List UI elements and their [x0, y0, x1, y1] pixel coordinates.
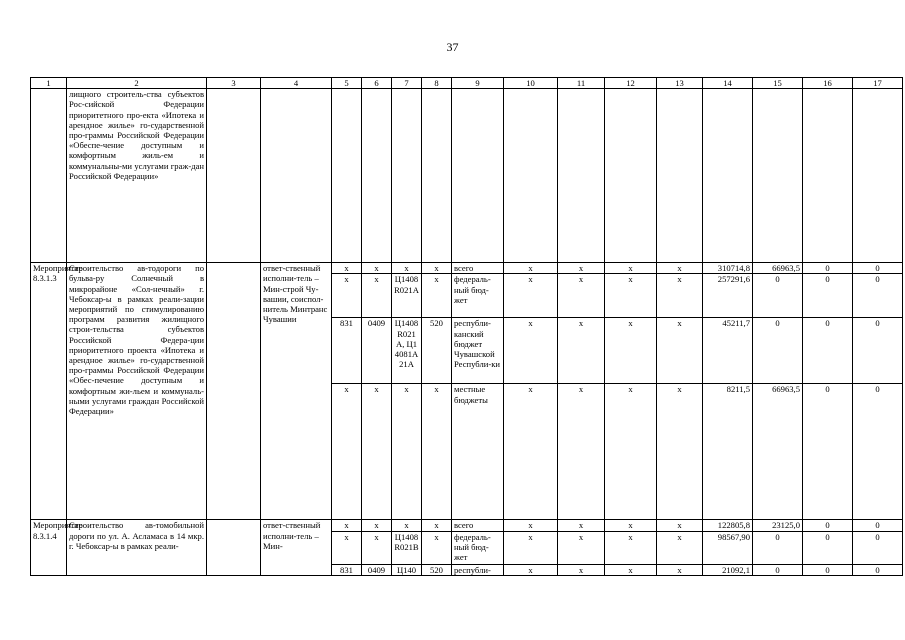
header-cell: 14	[703, 78, 753, 89]
measure-executor: ответ-ственный исполни-тель – Мин-	[261, 520, 332, 575]
table-cell: 0	[853, 318, 903, 384]
table-cell: x	[332, 274, 362, 318]
table-cell: Ц1408R021А, Ц14081А21А	[392, 318, 422, 384]
table-cell: x	[332, 520, 362, 531]
table-cell: 831	[332, 318, 362, 384]
table-cell: x	[422, 531, 452, 564]
table-cell: x	[605, 520, 657, 531]
table-cell: 21092,1	[703, 564, 753, 575]
table-cell: x	[657, 274, 703, 318]
table-cell: x	[657, 318, 703, 384]
table-cell: x	[362, 531, 392, 564]
page-number: 37	[446, 40, 459, 54]
table-cell: x	[657, 564, 703, 575]
measure-id: Мероприятие 8.3.1.4	[31, 520, 67, 575]
table-cell: x	[558, 274, 605, 318]
table-row	[31, 520, 903, 531]
header-cell: 12	[605, 78, 657, 89]
table-cell: x	[558, 318, 605, 384]
table-cell: x	[558, 520, 605, 531]
table-cell: 0	[853, 274, 903, 318]
header-cell: 3	[207, 78, 261, 89]
measure-id: Мероприятие 8.3.1.3	[31, 263, 67, 520]
header-cell: 5	[332, 78, 362, 89]
header-cell: 16	[803, 78, 853, 89]
table-cell: x	[392, 263, 422, 274]
table-cell: 0409	[362, 564, 392, 575]
table-cell: 66963,5	[753, 384, 803, 520]
table-cell: x	[657, 520, 703, 531]
table-cell: 45211,7	[703, 318, 753, 384]
table-cell: x	[392, 384, 422, 520]
measure-description: Строительство ав-тодороги по бульва-ру Солнечный в микрорайоне «Сол-нечный» г. Чебоксар-ы в рамках реали-зации мероприятий по стимулированию программ развития жилищного строи-тельства субъектов Российской Федера-ции приоритетного проекта «Ипотека и арендное жилье» го-сударственной про-граммы Российской Федерации «Обес-печение доступным и комфортным жи-льем и коммуналь-ными услугами граждан Российской Федерации»	[67, 263, 207, 520]
table-cell: x	[605, 263, 657, 274]
funding-source: всего	[452, 263, 504, 274]
header-cell: 6	[362, 78, 392, 89]
table-cell: 0	[753, 274, 803, 318]
table-cell: 0	[803, 520, 853, 531]
measure-executor: ответ-ственный исполни-тель – Мин-строй Чу-вашии, соиспол-нитель Минтранс Чувашии	[261, 263, 332, 520]
header-cell: 1	[31, 78, 67, 89]
table-cell: x	[332, 384, 362, 520]
funding-source: всего	[452, 520, 504, 531]
table-cell: x	[605, 531, 657, 564]
table-cell: x	[605, 318, 657, 384]
table-cell: 0	[803, 318, 853, 384]
table-cell: x	[332, 263, 362, 274]
table-cell: x	[362, 274, 392, 318]
table-cell: x	[422, 263, 452, 274]
table-cell: x	[558, 564, 605, 575]
table-cell: 0	[803, 384, 853, 520]
header-cell: 11	[558, 78, 605, 89]
table-cell: x	[504, 531, 558, 564]
table-cell: x	[504, 520, 558, 531]
header-cell: 9	[452, 78, 504, 89]
table-cell: 0	[803, 564, 853, 575]
table-cell: x	[504, 384, 558, 520]
table-cell: x	[422, 384, 452, 520]
header-cell: 4	[261, 78, 332, 89]
funding-source: республи-канский бюджет Чувашской Республи-ки	[452, 318, 504, 384]
table-cell: 520	[422, 318, 452, 384]
table-cell: x	[605, 274, 657, 318]
table-cell: x	[657, 384, 703, 520]
table-cell: x	[558, 263, 605, 274]
table-cell: x	[362, 263, 392, 274]
table-cell: Ц140	[392, 564, 422, 575]
table-row	[31, 263, 903, 274]
table-cell: 0	[803, 274, 853, 318]
table-cell: x	[504, 564, 558, 575]
funding-source: местные бюджеты	[452, 384, 504, 520]
table-cell: 0	[853, 384, 903, 520]
table-cell: 0	[753, 531, 803, 564]
table-cell: x	[657, 531, 703, 564]
table-cell: 8211,5	[703, 384, 753, 520]
table-cell: 0	[753, 318, 803, 384]
table-cell: Ц1408R021В	[392, 531, 422, 564]
table-cell: 0	[853, 520, 903, 531]
table-cell: x	[422, 520, 452, 531]
funding-source: федераль-ный бюд-жет	[452, 531, 504, 564]
table-cell: x	[504, 318, 558, 384]
header-cell: 17	[853, 78, 903, 89]
table-cell: 310714,8	[703, 263, 753, 274]
table-cell: 257291,6	[703, 274, 753, 318]
table-cell: x	[605, 564, 657, 575]
header-cell: 10	[504, 78, 558, 89]
header-cell: 13	[657, 78, 703, 89]
table-cell: x	[504, 274, 558, 318]
table-cell: x	[657, 263, 703, 274]
header-row	[31, 78, 903, 89]
header-cell: 2	[67, 78, 207, 89]
header-cell: 7	[392, 78, 422, 89]
table-cell: x	[422, 274, 452, 318]
table-cell: Ц1408R021А	[392, 274, 422, 318]
table-cell: 831	[332, 564, 362, 575]
table-cell: x	[362, 384, 392, 520]
table-cell: 0	[853, 564, 903, 575]
table-cell: 23125,0	[753, 520, 803, 531]
funding-source: республи-	[452, 564, 504, 575]
table-cell: 520	[422, 564, 452, 575]
header-cell: 15	[753, 78, 803, 89]
table-cell: x	[332, 531, 362, 564]
table-cell: 66963,5	[753, 263, 803, 274]
funding-source: федераль-ный бюд-жет	[452, 274, 504, 318]
table-cell: x	[558, 531, 605, 564]
table-cell: x	[605, 384, 657, 520]
table-cell: x	[504, 263, 558, 274]
program-table	[30, 77, 903, 576]
measure-description: Строительство ав-томобильной дороги по ул. А. Асламаса в 14 мкр. г. Чебоксар-ы в рамках реали-	[67, 520, 207, 575]
table-cell: 0	[853, 531, 903, 564]
table-cell: 0	[753, 564, 803, 575]
header-cell: 8	[422, 78, 452, 89]
table-cell: x	[392, 520, 422, 531]
continuation-row	[31, 89, 903, 263]
table-cell: 122805,8	[703, 520, 753, 531]
table-cell: 0409	[362, 318, 392, 384]
table-cell: 0	[803, 531, 853, 564]
table-cell: 0	[803, 263, 853, 274]
table-cell: x	[362, 520, 392, 531]
continuation-description: лищного строитель-ства субъектов Рос-сийской Федерации приоритетного про-екта «Ипотека и арендное жилье» го-сударственной про-граммы Российской Федерации «Обеспе-чение доступным и комфортным жиль-ем и коммунальны-ми услугами граж-дан Российской Федерации»	[67, 89, 207, 263]
table-cell: 0	[853, 263, 903, 274]
table-cell: 98567,90	[703, 531, 753, 564]
table-cell: x	[558, 384, 605, 520]
